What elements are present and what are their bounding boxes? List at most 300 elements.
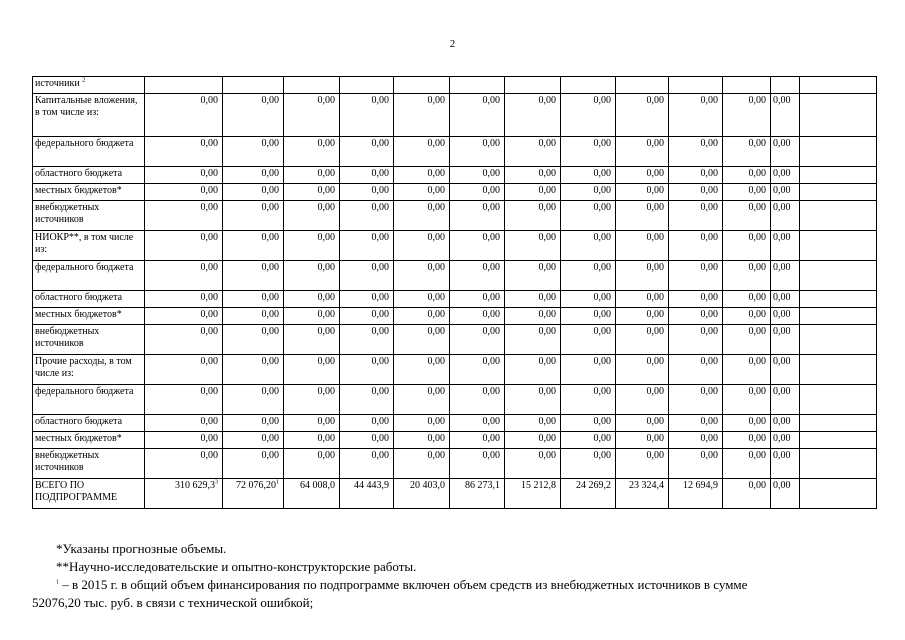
cell-value: 0,00 <box>593 416 611 427</box>
table-cell <box>561 308 616 325</box>
cell-value: 0,00 <box>538 168 556 179</box>
row-label-text: местных бюджетов* <box>35 433 122 444</box>
table-cell <box>145 94 223 137</box>
empty-cell <box>800 184 877 201</box>
table-cell <box>723 325 771 355</box>
table-cell <box>450 201 505 231</box>
table-cell <box>505 432 561 449</box>
table-cell <box>771 291 800 308</box>
cell-value: 0,00 <box>593 232 611 243</box>
table-cell <box>394 184 450 201</box>
table-cell <box>669 325 723 355</box>
cell-value: 0,00 <box>317 416 335 427</box>
cell-value: 0,00 <box>261 185 279 196</box>
cell-value: 0,00 <box>700 450 718 461</box>
table-cell <box>669 201 723 231</box>
cell-value: 0,00 <box>593 292 611 303</box>
cell-value: 0,00 <box>646 356 664 367</box>
cell-value: 0,00 <box>748 386 766 397</box>
cell-value: 0,00 <box>200 138 218 149</box>
table-row <box>33 201 877 231</box>
cell-value: 0,00 <box>538 292 556 303</box>
table-cell <box>340 167 394 184</box>
cell-value: 0,00 <box>261 292 279 303</box>
cell-value: 0,00 <box>773 309 791 320</box>
cell-value: 0,00 <box>371 356 389 367</box>
table-cell <box>223 94 284 137</box>
table-cell <box>616 137 669 167</box>
table-cell <box>340 291 394 308</box>
cell-value: 0,00 <box>427 292 445 303</box>
cell-value: 0,00 <box>700 168 718 179</box>
cell-value: 0,00 <box>482 309 500 320</box>
cell-value: 0,00 <box>317 168 335 179</box>
cell-value: 0,00 <box>200 262 218 273</box>
table-cell <box>505 308 561 325</box>
table-cell <box>284 231 340 261</box>
table-cell <box>340 184 394 201</box>
table-cell <box>284 355 340 385</box>
cell-value: 0,00 <box>482 95 500 106</box>
row-label-text: внебюджетных источников <box>35 202 100 225</box>
cell-value: 0,00 <box>482 326 500 337</box>
table-cell <box>723 137 771 167</box>
table-cell <box>505 261 561 291</box>
table-cell <box>394 167 450 184</box>
table-cell <box>669 449 723 479</box>
cell-value: 0,00 <box>538 309 556 320</box>
cell-value: 0,00 <box>371 433 389 444</box>
cell-value: 0,00 <box>482 292 500 303</box>
table-row <box>33 479 877 509</box>
table-cell <box>284 415 340 432</box>
cell-value: 0,00 <box>538 262 556 273</box>
cell-value: 0,00 <box>200 433 218 444</box>
cell-value: 0,00 <box>317 433 335 444</box>
table-cell <box>669 167 723 184</box>
table-cell <box>505 167 561 184</box>
footnote-niokr: **Научно-исследовательские и опытно-конструкторские работы. <box>56 559 417 574</box>
cell-value: 0,00 <box>700 185 718 196</box>
table-cell <box>223 479 284 509</box>
cell-value: 0,00 <box>773 138 791 149</box>
cell-value: 0,00 <box>200 168 218 179</box>
cell-value: 0,00 <box>700 309 718 320</box>
table-cell <box>223 415 284 432</box>
table-cell <box>561 201 616 231</box>
table-cell <box>284 449 340 479</box>
cell-value: 23 324,4 <box>629 480 664 491</box>
table-cell <box>284 325 340 355</box>
footnote-1-marker: 1 <box>56 579 59 586</box>
cell-value: 0,00 <box>317 292 335 303</box>
cell-value: 0,00 <box>748 202 766 213</box>
empty-cell <box>800 231 877 261</box>
empty-cell <box>800 385 877 415</box>
table-cell <box>723 77 771 94</box>
cell-value: 0,00 <box>371 168 389 179</box>
cell-value: 0,00 <box>593 185 611 196</box>
cell-value: 0,00 <box>646 138 664 149</box>
cell-value: 0,00 <box>773 433 791 444</box>
footnote-1-text: – в 2015 г. в общий объем финансирования по подпрограмме включен объем средств из внебюджетных источников в сумме <box>59 577 748 592</box>
table-row <box>33 355 877 385</box>
table-cell <box>145 184 223 201</box>
cell-value: 0,00 <box>482 386 500 397</box>
cell-value: 0,00 <box>748 326 766 337</box>
cell-value: 0,00 <box>371 292 389 303</box>
cell-value: 0,00 <box>427 326 445 337</box>
cell-value: 0,00 <box>482 356 500 367</box>
table-cell <box>771 184 800 201</box>
row-label <box>33 449 145 479</box>
empty-cell <box>800 355 877 385</box>
table-cell <box>450 385 505 415</box>
cell-value: 0,00 <box>748 232 766 243</box>
table-cell <box>340 137 394 167</box>
cell-value: 0,00 <box>427 202 445 213</box>
cell-value: 0,00 <box>261 309 279 320</box>
cell-value: 0,00 <box>700 262 718 273</box>
empty-cell <box>800 479 877 509</box>
table-cell <box>223 261 284 291</box>
cell-value: 0,00 <box>700 292 718 303</box>
table-cell <box>340 201 394 231</box>
table-cell <box>771 231 800 261</box>
table-cell <box>450 261 505 291</box>
cell-value: 0,00 <box>593 450 611 461</box>
cell-value: 0,00 <box>371 326 389 337</box>
row-label <box>33 432 145 449</box>
table-cell <box>284 94 340 137</box>
table-cell <box>616 291 669 308</box>
cell-value: 0,00 <box>317 185 335 196</box>
empty-cell <box>800 432 877 449</box>
table-cell <box>145 449 223 479</box>
table-cell <box>505 137 561 167</box>
cell-value: 0,00 <box>646 450 664 461</box>
cell-value: 0,00 <box>427 450 445 461</box>
table-cell <box>616 479 669 509</box>
table-cell <box>450 167 505 184</box>
cell-value: 0,00 <box>748 416 766 427</box>
cell-value: 0,00 <box>538 386 556 397</box>
table-cell <box>723 184 771 201</box>
cell-value: 0,00 <box>538 433 556 444</box>
cell-value: 0,00 <box>482 168 500 179</box>
table-cell <box>394 308 450 325</box>
cell-value: 0,00 <box>748 309 766 320</box>
table-cell <box>223 167 284 184</box>
table-cell <box>669 385 723 415</box>
table-cell <box>145 308 223 325</box>
cell-value: 0,00 <box>427 309 445 320</box>
cell-value: 0,00 <box>200 232 218 243</box>
cell-value: 0,00 <box>646 95 664 106</box>
row-label-text: внебюджетных источников <box>35 450 100 473</box>
table-cell <box>145 77 223 94</box>
table-cell <box>145 355 223 385</box>
table-cell <box>561 449 616 479</box>
table-row <box>33 184 877 201</box>
cell-value: 0,00 <box>482 262 500 273</box>
table-cell <box>340 355 394 385</box>
table-cell <box>561 231 616 261</box>
cell-value: 310 629,3 <box>175 480 215 491</box>
cell-value: 0,00 <box>427 262 445 273</box>
empty-cell <box>800 325 877 355</box>
table-cell <box>669 308 723 325</box>
empty-cell <box>800 94 877 137</box>
table-cell <box>723 385 771 415</box>
table-cell <box>223 137 284 167</box>
table-cell <box>223 231 284 261</box>
table-cell <box>723 432 771 449</box>
row-label <box>33 355 145 385</box>
table-cell <box>223 325 284 355</box>
cell-value: 0,00 <box>748 262 766 273</box>
table-cell <box>505 77 561 94</box>
cell-value: 15 212,8 <box>521 480 556 491</box>
table-cell <box>284 291 340 308</box>
table-cell <box>723 449 771 479</box>
cell-value: 0,00 <box>261 138 279 149</box>
cell-value: 0,00 <box>646 416 664 427</box>
cell-value: 0,00 <box>371 416 389 427</box>
table-cell <box>340 77 394 94</box>
cell-value: 0,00 <box>773 326 791 337</box>
table-cell <box>145 479 223 509</box>
table-cell <box>284 201 340 231</box>
cell-footnote-marker: 3 <box>215 479 218 486</box>
table-cell <box>723 308 771 325</box>
table-cell <box>561 432 616 449</box>
table-cell <box>450 432 505 449</box>
table-cell <box>505 231 561 261</box>
cell-value: 0,00 <box>261 168 279 179</box>
cell-value: 0,00 <box>317 326 335 337</box>
footnote-forecast: *Указаны прогнозные объемы. <box>56 541 227 556</box>
cell-value: 0,00 <box>773 480 791 491</box>
financing-table <box>32 76 877 509</box>
table-body <box>33 77 877 509</box>
cell-value: 0,00 <box>748 138 766 149</box>
row-label-text: ВСЕГО ПО ПОДПРОГРАММЕ <box>35 480 118 503</box>
table-cell <box>616 167 669 184</box>
table-cell <box>616 325 669 355</box>
cell-value: 0,00 <box>371 262 389 273</box>
table-cell <box>223 184 284 201</box>
table-cell <box>561 261 616 291</box>
table-cell <box>505 291 561 308</box>
row-label <box>33 325 145 355</box>
cell-value: 0,00 <box>773 95 791 106</box>
table-cell <box>284 261 340 291</box>
row-label <box>33 94 145 137</box>
cell-value: 0,00 <box>646 232 664 243</box>
table-cell <box>669 479 723 509</box>
page-number: 2 <box>449 38 456 50</box>
cell-value: 0,00 <box>317 232 335 243</box>
table-cell <box>723 231 771 261</box>
cell-value: 24 269,2 <box>576 480 611 491</box>
row-label-text: федерального бюджета <box>35 386 134 397</box>
table-cell <box>340 432 394 449</box>
table-cell <box>771 355 800 385</box>
table-cell <box>340 308 394 325</box>
cell-value: 0,00 <box>748 450 766 461</box>
cell-value: 0,00 <box>593 168 611 179</box>
table-cell <box>450 325 505 355</box>
cell-value: 0,00 <box>317 202 335 213</box>
table-cell <box>616 231 669 261</box>
table-cell <box>669 291 723 308</box>
table-cell <box>669 415 723 432</box>
footnotes <box>32 540 877 612</box>
table-row <box>33 291 877 308</box>
cell-value: 0,00 <box>593 356 611 367</box>
table-row <box>33 432 877 449</box>
cell-value: 0,00 <box>261 326 279 337</box>
table-cell <box>394 77 450 94</box>
table-cell <box>394 291 450 308</box>
table-cell <box>394 479 450 509</box>
cell-value: 0,00 <box>427 433 445 444</box>
table-cell <box>616 261 669 291</box>
cell-value: 0,00 <box>317 95 335 106</box>
table-cell <box>145 415 223 432</box>
table-cell <box>771 432 800 449</box>
table-cell <box>284 77 340 94</box>
cell-value: 0,00 <box>261 386 279 397</box>
cell-value: 0,00 <box>593 262 611 273</box>
row-label <box>33 479 145 509</box>
cell-value: 0,00 <box>773 262 791 273</box>
cell-value: 0,00 <box>748 480 766 491</box>
table-cell <box>450 231 505 261</box>
table-row <box>33 137 877 167</box>
cell-value: 0,00 <box>200 326 218 337</box>
table-cell <box>223 385 284 415</box>
cell-value: 0,00 <box>700 433 718 444</box>
cell-value: 0,00 <box>538 416 556 427</box>
table-cell <box>450 355 505 385</box>
cell-value: 0,00 <box>593 326 611 337</box>
cell-value: 0,00 <box>371 309 389 320</box>
row-label-text: НИОКР**, в том числе из: <box>35 232 134 255</box>
footnote-1-continuation: 52076,20 тыс. руб. в связи с технической ошибкой; <box>32 595 314 610</box>
table-cell <box>340 385 394 415</box>
cell-value: 0,00 <box>200 416 218 427</box>
cell-value: 0,00 <box>261 95 279 106</box>
row-label <box>33 167 145 184</box>
cell-value: 20 403,0 <box>410 480 445 491</box>
table-cell <box>450 291 505 308</box>
empty-cell <box>800 308 877 325</box>
table-cell <box>669 261 723 291</box>
table-row <box>33 449 877 479</box>
table-cell <box>723 201 771 231</box>
table-cell <box>284 479 340 509</box>
row-label <box>33 231 145 261</box>
table-cell <box>505 479 561 509</box>
table-cell <box>450 77 505 94</box>
table-cell <box>723 167 771 184</box>
table-cell <box>394 201 450 231</box>
table-cell <box>723 291 771 308</box>
cell-value: 0,00 <box>646 202 664 213</box>
cell-value: 0,00 <box>593 95 611 106</box>
table-cell <box>145 291 223 308</box>
cell-value: 0,00 <box>646 309 664 320</box>
cell-value: 0,00 <box>371 232 389 243</box>
table-cell <box>561 291 616 308</box>
table-cell <box>561 137 616 167</box>
cell-value: 0,00 <box>646 262 664 273</box>
cell-value: 0,00 <box>773 202 791 213</box>
cell-value: 0,00 <box>261 202 279 213</box>
row-label-text: местных бюджетов* <box>35 309 122 320</box>
table-cell <box>394 94 450 137</box>
table-cell <box>284 308 340 325</box>
table-cell <box>771 201 800 231</box>
table-cell <box>505 184 561 201</box>
row-label <box>33 201 145 231</box>
table-cell <box>223 308 284 325</box>
cell-value: 0,00 <box>200 309 218 320</box>
table-cell <box>561 94 616 137</box>
table-cell <box>771 308 800 325</box>
table-cell <box>561 415 616 432</box>
cell-value: 0,00 <box>700 386 718 397</box>
table-cell <box>561 355 616 385</box>
table-cell <box>771 385 800 415</box>
table-cell <box>145 231 223 261</box>
cell-value: 0,00 <box>427 185 445 196</box>
table-cell <box>561 167 616 184</box>
row-label-text: Капитальные вложения, в том числе из: <box>35 95 138 118</box>
cell-value: 0,00 <box>427 386 445 397</box>
row-label <box>33 137 145 167</box>
table-cell <box>145 137 223 167</box>
cell-value: 0,00 <box>261 356 279 367</box>
table-cell <box>561 184 616 201</box>
table-cell <box>505 415 561 432</box>
cell-value: 0,00 <box>700 326 718 337</box>
table-cell <box>450 94 505 137</box>
table-cell <box>223 291 284 308</box>
cell-value: 0,00 <box>538 138 556 149</box>
cell-value: 0,00 <box>748 185 766 196</box>
row-label-text: источники <box>35 78 80 89</box>
table-row <box>33 385 877 415</box>
table-cell <box>145 167 223 184</box>
row-label-text: областного бюджета <box>35 416 123 427</box>
cell-value: 0,00 <box>538 232 556 243</box>
table-cell <box>340 479 394 509</box>
table-row <box>33 261 877 291</box>
cell-value: 0,00 <box>748 433 766 444</box>
cell-value: 0,00 <box>773 292 791 303</box>
table-cell <box>284 184 340 201</box>
cell-value: 0,00 <box>200 356 218 367</box>
cell-value: 0,00 <box>700 138 718 149</box>
cell-value: 44 443,9 <box>354 480 389 491</box>
row-label-text: федерального бюджета <box>35 262 134 273</box>
cell-value: 0,00 <box>427 138 445 149</box>
table-cell <box>340 325 394 355</box>
cell-value: 0,00 <box>538 185 556 196</box>
